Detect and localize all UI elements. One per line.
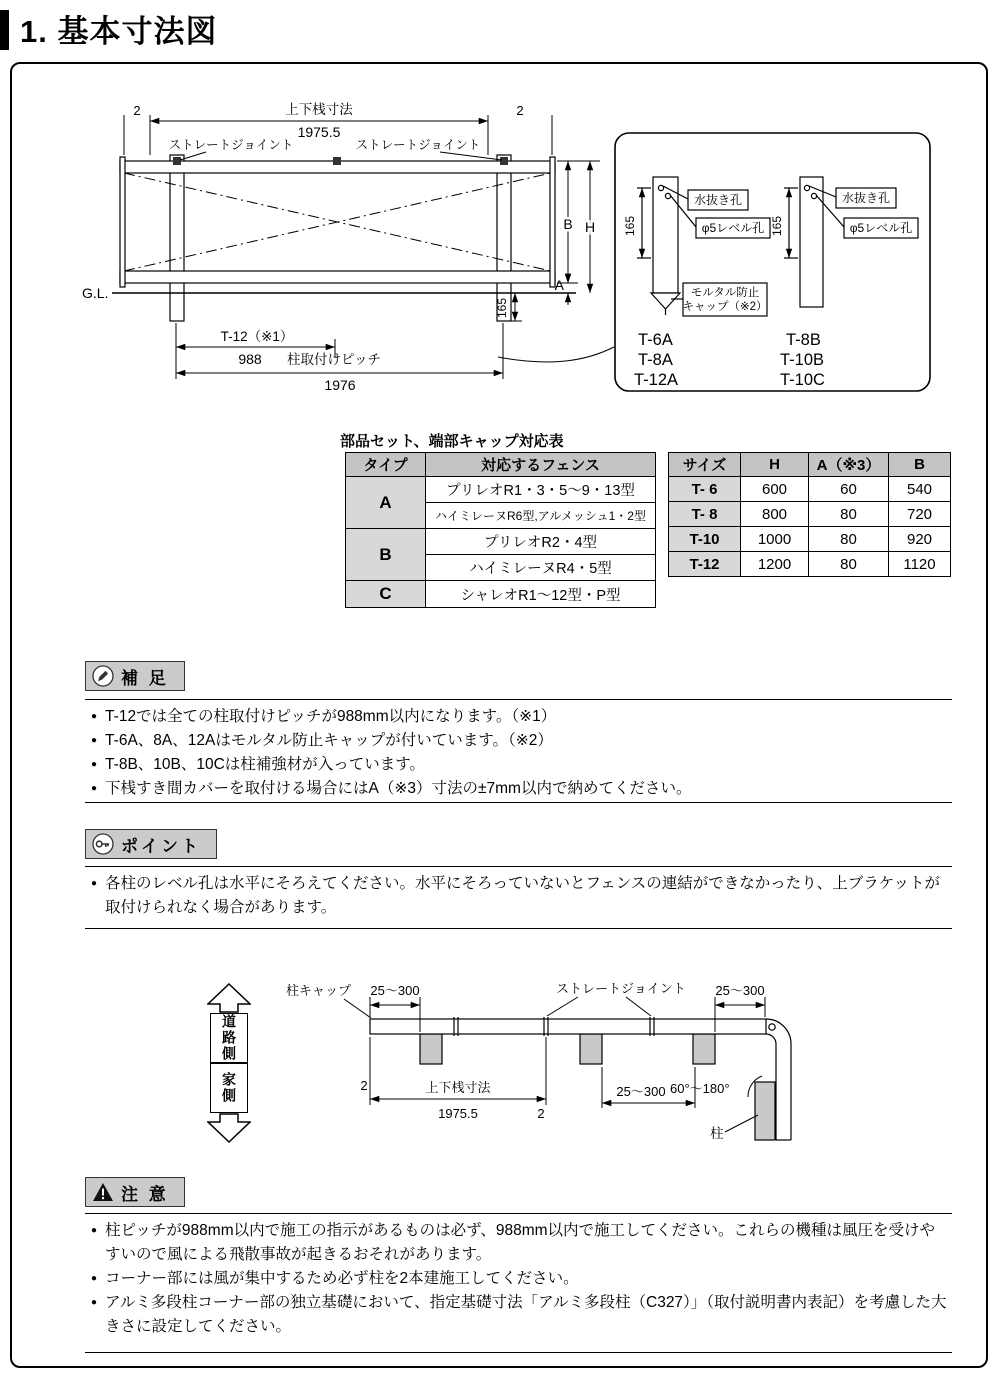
gap-dim-left: 2	[133, 103, 141, 118]
b-value: 540	[889, 477, 951, 502]
bullet-icon: ●	[91, 1225, 98, 1236]
joint-mark	[173, 157, 181, 165]
buried-depth-label: 165	[495, 297, 509, 319]
note-item	[91, 753, 948, 777]
bullet-icon: ●	[91, 1297, 98, 1308]
note-text: コーナー部には風が集中するため必ず柱を2本建施工してください。	[105, 1270, 579, 1287]
joint-mark	[333, 157, 341, 165]
t12-note-label: T-12（※1）	[220, 329, 294, 344]
fence-cell: プリレオR1・3・5〜9・13型	[426, 477, 656, 503]
bullet-icon: ●	[91, 1273, 98, 1284]
drain-hole-label: 水抜き孔	[693, 193, 743, 207]
post-cap-label: 柱キャップ	[286, 983, 352, 998]
straight-joint-label-right: ストレートジョイント	[355, 138, 481, 152]
drain-hole-mark	[804, 185, 809, 190]
level-hole-label: φ5レベル孔	[849, 221, 913, 235]
road-side-box	[210, 1013, 248, 1063]
depth-165-label-right: 165	[770, 215, 784, 237]
post-label: 柱	[710, 1126, 724, 1141]
size-cell: T- 6	[669, 477, 741, 502]
cross-brace	[124, 173, 551, 271]
point-badge	[85, 829, 217, 859]
house-side-box	[210, 1063, 248, 1113]
straight-joint-label-left: ストレートジョイント	[168, 138, 294, 152]
depth-165-label-left: 165	[623, 215, 637, 237]
pitch-1976-value: 1976	[324, 377, 356, 393]
model-label: T-6A	[638, 331, 673, 349]
rail-plan	[370, 1019, 766, 1034]
model-label: T-8B	[786, 331, 821, 349]
b-value: 720	[889, 502, 951, 527]
level-hole-label: φ5レベル孔	[701, 221, 765, 235]
dim-25-300-label: 25〜300	[370, 983, 420, 998]
type-cell-c: C	[346, 581, 426, 608]
joint-mark	[500, 157, 508, 165]
size-cell: T-10	[669, 527, 741, 552]
side-indicator	[206, 983, 252, 1143]
note-text: T-6A、8A、12Aはモルタル防止キャップが付いています。（※2）	[105, 732, 553, 749]
a-value: 80	[809, 552, 889, 577]
bullet-icon: ●	[91, 735, 98, 746]
model-label: T-10C	[780, 371, 825, 389]
level-hole-mark	[811, 193, 816, 198]
point-notes	[85, 866, 952, 929]
drain-hole-label: 水抜き孔	[841, 191, 891, 205]
table-row	[669, 527, 951, 552]
level-hole-mark	[665, 193, 670, 198]
caution-notes	[85, 1213, 952, 1353]
mortar-cap-shape	[651, 293, 680, 309]
gap-dim-right: 2	[516, 103, 524, 118]
note-item	[91, 1219, 948, 1267]
point-title: ポイント	[121, 836, 201, 856]
h-value: 600	[741, 477, 809, 502]
ground-line-label: G.L.	[82, 285, 109, 301]
a-value: 80	[809, 502, 889, 527]
table-row	[346, 477, 656, 503]
rail-dim-value: 1975.5	[438, 1106, 478, 1121]
table-header-row	[346, 453, 656, 477]
straight-joint-label: ストレートジョイント	[556, 981, 686, 996]
dim-25-300-label: 25〜300	[715, 983, 765, 998]
table-row	[346, 529, 656, 555]
left-edge-mark	[0, 10, 9, 50]
plan-structure	[370, 1017, 791, 1140]
post-pitch-label: 柱取付けピッチ	[287, 352, 381, 367]
angle-range-label: 60°〜180°	[670, 1081, 730, 1096]
note-item	[91, 705, 948, 729]
dim-b-label: B	[563, 216, 573, 232]
post-plan	[693, 1034, 715, 1064]
mortar-cap-label-line1: モルタル防止	[690, 287, 760, 299]
model-label: T-8A	[638, 351, 673, 369]
a-value: 60	[809, 477, 889, 502]
b-value: 1120	[889, 552, 951, 577]
b-value: 920	[889, 527, 951, 552]
supplement-badge	[85, 661, 185, 691]
rail-dim-label: 上下桟寸法	[425, 1080, 491, 1095]
pitch-988-value: 988	[238, 351, 262, 367]
note-text: 各柱のレベル孔は水平にそろえてください。水平にそろっていないとフェンスの連結ができなかったり、上ブラケットが取付けられなく場合があります。	[105, 875, 941, 916]
h-value: 1200	[741, 552, 809, 577]
note-text: 下桟すき間カバーを取付ける場合にはA（※3）寸法の±7mm以内で納めてください。	[105, 780, 692, 797]
page-title: 1. 基本寸法図	[20, 14, 218, 49]
arrow-up-icon	[207, 983, 251, 1013]
pencil-icon	[92, 665, 114, 687]
warning-icon	[92, 1182, 114, 1202]
type-cell-b: B	[346, 529, 426, 581]
model-label: T-12A	[634, 371, 679, 389]
key-icon	[92, 833, 114, 855]
table-row	[669, 502, 951, 527]
note-item	[91, 777, 948, 801]
bullet-icon: ●	[91, 711, 98, 722]
size-cell: T- 8	[669, 502, 741, 527]
basic-dimension-drawing	[20, 95, 980, 407]
mortar-cap-label-line2: キャップ（※2）	[682, 301, 768, 313]
a-column-header: A（※3）	[809, 453, 889, 477]
gap-dim-right: 2	[537, 1106, 545, 1121]
caution-badge	[85, 1177, 185, 1207]
rail-dim-value: 1975.5	[297, 124, 341, 140]
type-cell-a: A	[346, 477, 426, 529]
house-side-label: 家側	[221, 1072, 237, 1104]
dim-h-label: H	[584, 219, 596, 235]
note-text: T-8B、10B、10Cは柱補強材が入っています。	[105, 756, 426, 773]
arrow-down-icon	[207, 1113, 251, 1143]
plan-view-drawing	[258, 975, 823, 1170]
h-value: 800	[741, 502, 809, 527]
table-caption: 部品セット、端部キャップ対応表	[340, 433, 564, 450]
dim-a-label: A	[554, 277, 564, 293]
supplement-title: 補 足	[121, 668, 169, 688]
fence-elevation	[112, 155, 576, 321]
fence-cell: シャレオR1〜12型・P型	[426, 581, 656, 608]
fence-cell: プリレオR2・4型	[426, 529, 656, 555]
note-item	[91, 1291, 948, 1339]
h-value: 1000	[741, 527, 809, 552]
size-table	[668, 452, 951, 577]
bullet-icon: ●	[91, 878, 98, 889]
table-row	[346, 581, 656, 608]
note-item	[91, 729, 948, 753]
type-table	[345, 452, 656, 608]
leader-to-detail-box	[498, 347, 614, 362]
dimension-labels	[82, 101, 595, 393]
note-item	[91, 1267, 948, 1291]
post-plan	[580, 1034, 602, 1064]
b-column-header: B	[889, 453, 951, 477]
corner-post-plan	[755, 1082, 775, 1140]
note-text: 柱ピッチが988mm以内で施工の指示があるものは必ず、988mm以内で施工してください。これらの機種は風圧を受けやすいので風による飛散事故が起きるおそれがあります。	[105, 1222, 936, 1263]
supplement-notes	[85, 699, 952, 803]
a-value: 80	[809, 527, 889, 552]
model-label: T-10B	[780, 351, 825, 369]
fence-cell: ハイミレーヌR4・5型	[426, 555, 656, 581]
table-row	[669, 552, 951, 577]
note-text: アルミ多段柱コーナー部の独立基礎において、指定基礎寸法「アルミ多段柱（C327）」（取付説明書内表記）を考慮した大きさに設定してください。	[105, 1294, 947, 1335]
bullet-icon: ●	[91, 759, 98, 770]
dim-25-300-label: 25〜300	[616, 1084, 666, 1099]
elbow-pivot	[769, 1024, 775, 1030]
fence-cell: ハイミレーヌR6型,アルメッシュ1・2型	[426, 503, 656, 529]
road-side-label: 道路側	[221, 1014, 237, 1062]
table-row	[669, 477, 951, 502]
fence-column-header: 対応するフェンス	[426, 453, 656, 477]
note-text: T-12では全ての柱取付けピッチが988mm以内になります。（※1）	[105, 708, 557, 725]
drain-hole-mark	[658, 185, 663, 190]
gap-dim-left: 2	[360, 1078, 368, 1093]
size-cell: T-12	[669, 552, 741, 577]
dimension-lines	[124, 115, 614, 379]
bullet-icon: ●	[91, 783, 98, 794]
rail-dim-label: 上下桟寸法	[285, 102, 353, 117]
size-column-header: サイズ	[669, 453, 741, 477]
post-plan	[420, 1034, 442, 1064]
h-column-header: H	[741, 453, 809, 477]
table-header-row	[669, 453, 951, 477]
type-column-header: タイプ	[346, 453, 426, 477]
note-item	[91, 872, 948, 920]
caution-title: 注 意	[121, 1184, 169, 1204]
